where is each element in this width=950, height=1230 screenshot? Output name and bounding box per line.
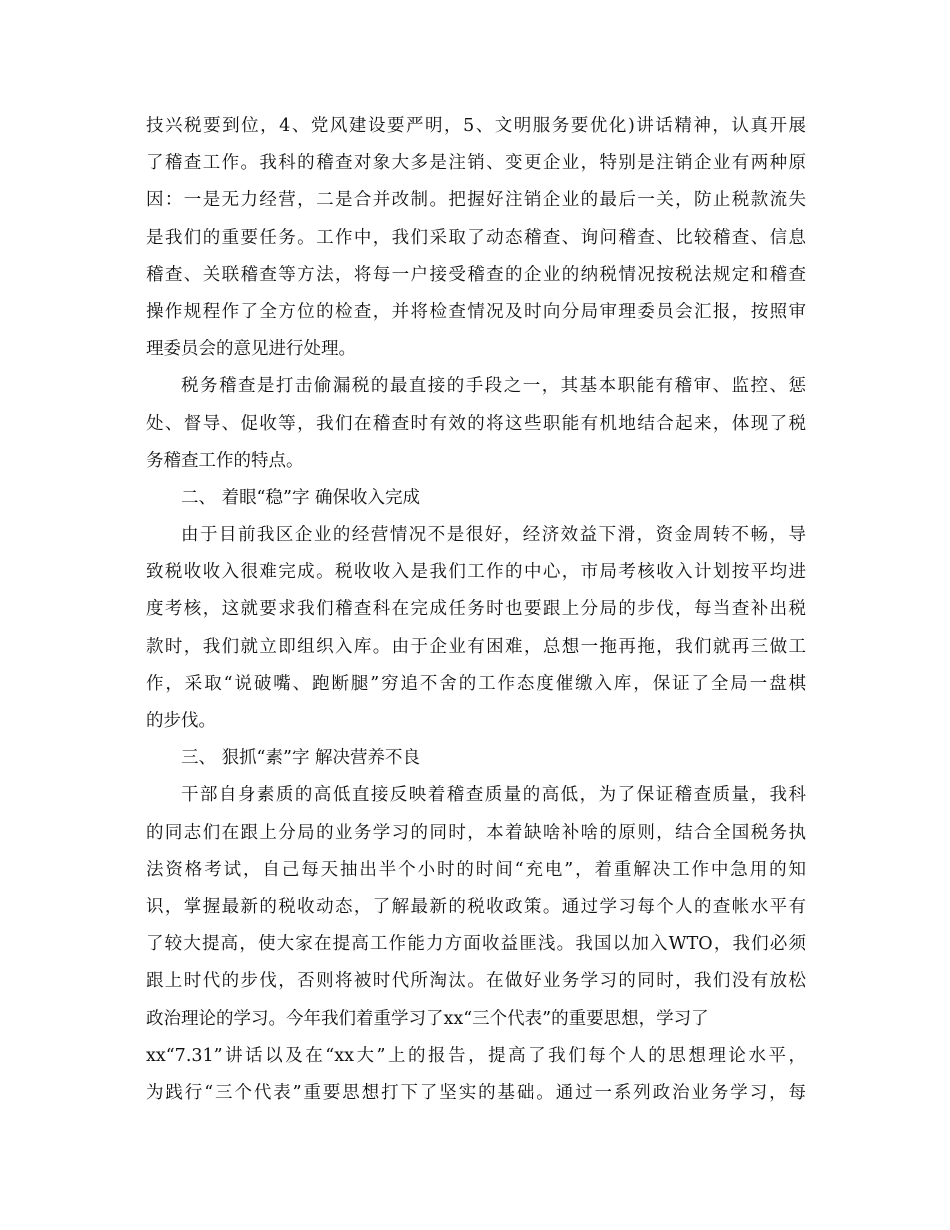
text-line: 政治理论的学习。今年我们着重学习了xx“三个代表”的重要思想，学习了 — [146, 1008, 709, 1029]
text-line: 二、 着眼“稳”字 确保收入完成 — [181, 487, 421, 508]
text-line: 作，采取“说破嘴、跑断腿”穷追不舍的工作态度催缴入库，保证了全局一盘棋 — [146, 673, 806, 694]
text-line: 干部自身素质的高低直接反映着稽查质量的高低，为了保证稽查质量，我科 — [181, 785, 806, 806]
text-line: 稽查、关联稽查等方法，将每一户接受稽查的企业的纳税情况按税法规定和稽查 — [146, 264, 806, 285]
body-text — [146, 108, 806, 1112]
text-line: 税务稽查是打击偷漏税的最直接的手段之一，其基本职能有稽审、监控、惩 — [181, 376, 806, 397]
text-line: 理委员会的意见进行处理。 — [146, 339, 356, 360]
text-line: 三、 狠抓“素”字 解决营养不良 — [181, 748, 421, 769]
text-line: 操作规程作了全方位的检查，并将检查情况及时向分局审理委员会汇报，按照审 — [146, 301, 806, 322]
text-line: 是我们的重要任务。工作中，我们采取了动态稽查、询问稽查、比较稽查、信息 — [146, 227, 806, 248]
text-line: 跟上时代的步伐，否则将被时代所淘汰。在做好业务学习的同时，我们没有放松 — [146, 971, 806, 992]
text-line: 的步伐。 — [146, 711, 216, 731]
text-line: 务稽查工作的特点。 — [146, 450, 304, 471]
text-line: 因：一是无力经营，二是合并改制。把握好注销企业的最后一关，防止税款流失 — [146, 190, 806, 211]
text-line: xx“7.31”讲话以及在“xx大”上的报告，提高了我们每个人的思想理论水平， — [146, 1045, 806, 1066]
text-line: 了稽查工作。我科的稽查对象大多是注销、变更企业，特别是注销企业有两种原 — [146, 153, 806, 174]
text-line: 度考核，这就要求我们稽查科在完成任务时也要跟上分局的步伐，每当查补出税 — [146, 599, 806, 620]
text-line: 为践行“三个代表”重要思想打下了坚实的基础。通过一系列政治业务学习，每 — [146, 1082, 806, 1103]
text-line: 由于目前我区企业的经营情况不是很好，经济效益下滑，资金周转不畅，导 — [181, 525, 806, 546]
text-line: 法资格考试，自己每天抽出半个小时的时间“充电”，着重解决工作中急用的知 — [146, 859, 806, 880]
text-line: 了较大提高，使大家在提高工作能力方面收益匪浅。我国以加入WTO，我们必须 — [146, 934, 806, 955]
text-line: 款时，我们就立即组织入库。由于企业有困难，总想一拖再拖，我们就再三做工 — [146, 636, 806, 657]
text-line: 识，掌握最新的税收动态，了解最新的税收政策。通过学习每个人的查帐水平有 — [146, 896, 806, 917]
text-line: 技兴税要到位，4、党风建设要严明，5、文明服务要优化)讲话精神，认真开展 — [146, 116, 806, 136]
text-line: 致税收收入很难完成。税收收入是我们工作的中心，市局考核收入计划按平均进 — [146, 562, 806, 583]
text-line: 处、督导、促收等，我们在稽查时有效的将这些职能有机地结合起来，体现了税 — [146, 413, 806, 434]
text-line: 的同志们在跟上分局的业务学习的同时，本着缺啥补啥的原则，结合全国税务执 — [146, 822, 806, 843]
